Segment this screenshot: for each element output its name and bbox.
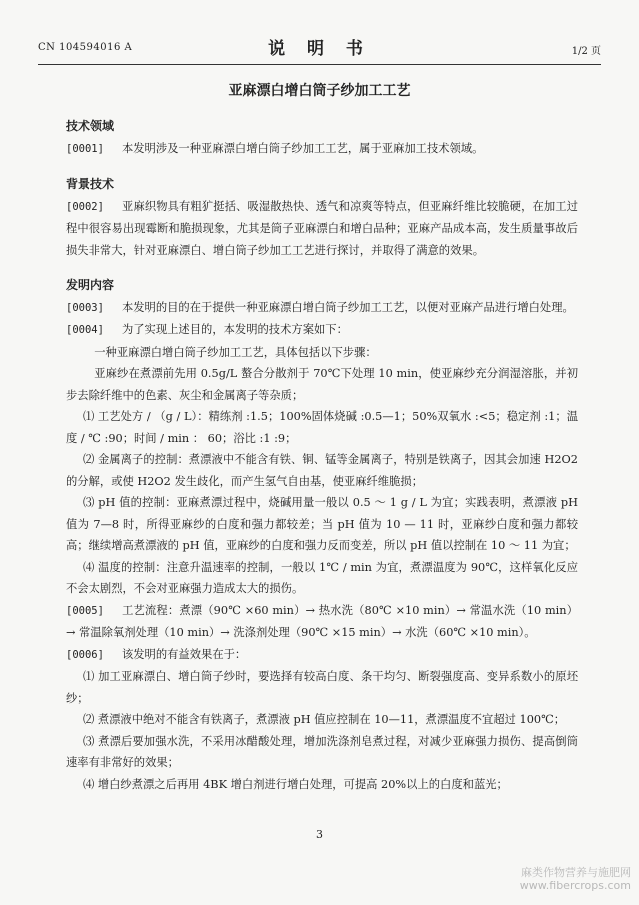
paragraph-0004	[66, 319, 578, 342]
patent-number: CN 104594016 A	[38, 42, 133, 53]
section-heading-invention: 发明内容	[66, 278, 115, 292]
page-number: 3	[316, 828, 323, 841]
page-header	[38, 30, 601, 66]
paragraph-0004-c: ⑴ 工艺处方 / （g / L）：精练剂 :1.5；100%固体烧碱 :0.5—1；50%双氧水 :<5；稳定剂 :1；温度 / ℃ :90；时间 / min ： 60；浴比 :1 :9；	[66, 410, 578, 445]
paragraph-0004-b: 亚麻纱在煮漂前先用 0.5g/L 螯合分散剂于 70℃下处理 10 min，使亚麻纱充分润湿溶胀，并初步去除纤维中的色素、灰尘和金属离子等杂质；	[66, 367, 578, 402]
paragraph-0004-d: ⑵ 金属离子的控制：煮漂液中不能含有铁、铜、锰等金属离子，特别是铁离子，因其会加速 H2O2 的分解，或使 H2O2 发生歧化，而产生氢气自由基，使亚麻纤维脆损；	[66, 453, 578, 488]
paragraph-0003	[66, 297, 578, 320]
paragraph-text: 亚麻织物具有粗犷挺括、吸湿散热快、透气和凉爽等特点，但亚麻纤维比较脆硬，在加工过程中很容易出现霉断和脆损现象，尤其是筒子亚麻漂白和增白品种；亚麻产品成本高，发生质量事故后损失非常大，针对亚麻漂白、增白筒子纱加工工艺进行探讨，并取得了满意的效果。	[66, 199, 578, 257]
document-body	[66, 116, 578, 795]
watermark-line-2: www.fibercrops.com	[519, 879, 631, 892]
paragraph-text: 本发明的目的在于提供一种亚麻漂白增白筒子纱加工工艺，以便对亚麻产品进行增白处理。	[121, 300, 574, 314]
paragraph-text: 本发明涉及一种亚麻漂白增白筒子纱加工工艺，属于亚麻加工技术领域。	[121, 141, 484, 155]
paragraph-0001	[66, 138, 578, 161]
document-title: 亚麻漂白增白筒子纱加工工艺	[228, 83, 411, 99]
paragraph-text: 该发明的有益效果在于：	[121, 647, 247, 661]
paragraph-0002	[66, 196, 578, 262]
paragraph-text: 工艺流程：煮漂（90℃ ×60 min）→ 热水洗（80℃ ×10 min）→ 常温水洗（10 min）→ 常温除氧剂处理（10 min）→ 洗涤剂处理（90℃ ×15 min）→ 水洗（60℃ ×10 min）。	[66, 603, 578, 639]
paragraph-0006-d: ⑷ 增白纱煮漂之后再用 4BK 增白剂进行增白处理，可提高 20%以上的白度和蓝光；	[82, 777, 508, 791]
paragraph-0006-c: ⑶ 煮漂后要加强水洗，不采用冰醋酸处理，增加洗涤剂皂煮过程，对减少亚麻强力损伤、提高倒筒速率有非常好的效果；	[66, 734, 578, 769]
paragraph-0004-f: ⑷ 温度的控制：注意升温速率的控制，一般以 1℃ / min 为宜，煮漂温度为 90℃，这样氧化反应不会太剧烈，不会对亚麻强力造成太大的损伤。	[66, 560, 578, 595]
paragraph-number: [0002]	[66, 200, 104, 213]
paragraph-number: [0003]	[66, 301, 104, 314]
paragraph-number: [0005]	[66, 604, 104, 617]
document-type: 说 明 书	[268, 39, 371, 59]
paragraph-number: [0006]	[66, 648, 104, 661]
paragraph-0004-a: 一种亚麻漂白增白筒子纱加工工艺，具体包括以下步骤：	[94, 345, 377, 359]
paragraph-0006	[66, 644, 578, 667]
paragraph-0004-e: ⑶ pH 值的控制：亚麻煮漂过程中，烧碱用量一般以 0.5 ～ 1 g / L 为宜；实践表明，煮漂液 pH 值为 7—8 时，所得亚麻纱的白度和强力都较差；当 pH 值为 10 — 11 时，亚麻纱白度和强力都较高；继续增高煮漂液的 pH 值，亚麻纱的白度和强力反而变差，所以 pH 值以控制在 10 ～ 11 为宜；	[66, 496, 578, 552]
site-watermark	[520, 866, 631, 892]
paragraph-number: [0004]	[66, 324, 104, 336]
watermark-line-1: 麻类作物营养与施肥网	[521, 866, 631, 879]
section-heading-tech-field: 技术领域	[66, 119, 115, 133]
paragraph-0006-a: ⑴ 加工亚麻漂白、增白筒子纱时，要选择有较高白度、条干均匀、断裂强度高、变异系数小的原坯纱；	[66, 670, 578, 705]
page-info: 1/2 页	[571, 46, 601, 57]
paragraph-number: [0001]	[66, 142, 104, 155]
header-divider	[38, 64, 601, 65]
paragraph-text: 为了实现上述目的，本发明的技术方案如下：	[121, 323, 348, 336]
section-heading-background: 背景技术	[66, 177, 115, 191]
paragraph-0006-b: ⑵ 煮漂液中绝对不能含有铁离子，煮漂液 pH 值应控制在 10—11，煮漂温度不宜超过 100℃；	[82, 713, 566, 726]
paragraph-0005	[66, 600, 578, 644]
